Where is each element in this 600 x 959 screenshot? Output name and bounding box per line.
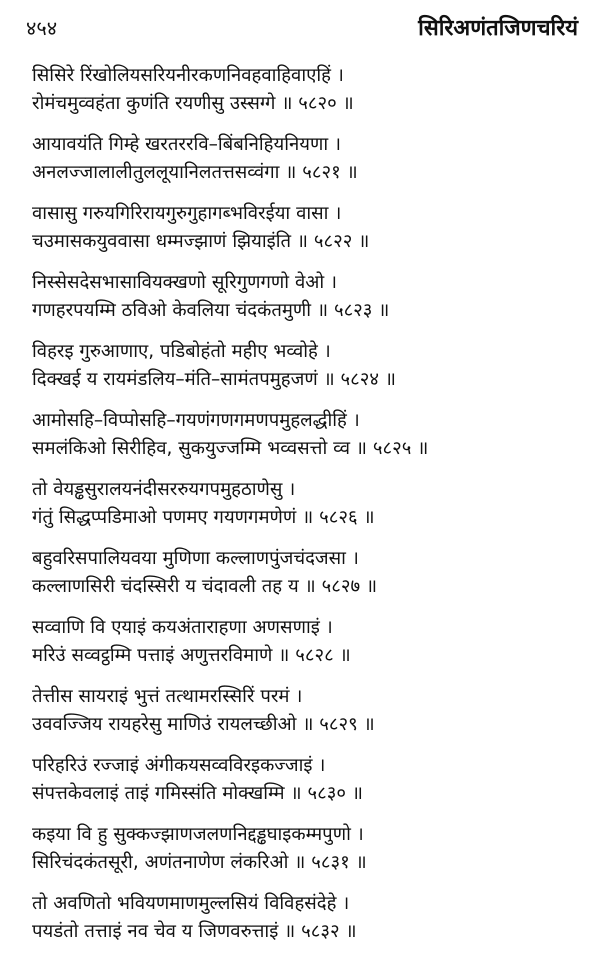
verse-list bbox=[32, 62, 592, 959]
verse-line: चउमासकयुववासा धम्मज्झाणं झियाइंति ॥ ५८२२ ॥ bbox=[32, 231, 370, 252]
verse-line: निस्सेसदेसभासावियक्खणो सूरिगुणगणो वेओ । bbox=[32, 272, 338, 293]
page-header bbox=[0, 0, 600, 50]
verse-line: आमोसहि–विप्पोसहि–गयणंगणगमणपमुहलद्धीहिं । bbox=[32, 410, 360, 431]
verse-line: वासासु गरुयगिरिरायगुरुगुहागब्भविरईया वासा । bbox=[32, 203, 342, 224]
verse-5826 bbox=[32, 476, 592, 532]
verse-5822 bbox=[32, 200, 592, 256]
verse-5824 bbox=[32, 338, 592, 394]
running-title: सिरिअणंतजिणचरियं bbox=[418, 16, 578, 41]
verse-5823 bbox=[32, 269, 592, 325]
verse-5831 bbox=[32, 821, 592, 877]
verse-line: गंतुं सिद्धप्पडिमाओ पणमए गयणगमणेणं ॥ ५८२६ ॥ bbox=[32, 507, 375, 528]
verse-line: मरिउं सव्वट्ठम्मि पत्ताइं अणुत्तरविमाणे ॥ ५८२८ ॥ bbox=[32, 645, 351, 666]
verse-line: कल्लाणसिरी चंदस्सिरी य चंदावली तह य ॥ ५८२७ ॥ bbox=[32, 576, 378, 597]
verse-line: सव्वाणि वि एयाइं कयअंताराहणा अणसणाइं । bbox=[32, 617, 333, 638]
verse-line: संपत्तकेवलाइं ताइं गमिस्संति मोक्खम्मि ॥ ५८३० ॥ bbox=[32, 783, 363, 804]
page-number: ४५४ bbox=[26, 16, 58, 40]
verse-line: कइया वि हु सुक्कज्झाणजलणनिद्दड्ढघाइकम्मपुणो । bbox=[32, 824, 364, 845]
verse-line: दिक्खई य रायमंडलिय–मंति–सामंतपमुहजणं ॥ ५८२४ ॥ bbox=[32, 369, 396, 390]
verse-5825 bbox=[32, 407, 592, 463]
verse-5829 bbox=[32, 683, 592, 739]
verse-line: बहुवरिसपालियवया मुणिणा कल्लाणपुंजचंदजसा । bbox=[32, 548, 359, 569]
verse-5827 bbox=[32, 545, 592, 601]
verse-line: आयावयंति गिम्हे खरतररवि–बिंबनिहियनियणा । bbox=[32, 134, 342, 155]
verse-line: तो अवणितो भवियणमाणमुल्लसियं विविहसंदेहे । bbox=[32, 893, 350, 914]
verse-line: विहरइ गुरुआणाए, पडिबोहंतो महीए भव्वोहे । bbox=[32, 341, 331, 362]
verse-line: परिहरिउं रज्जाइं अंगीकयसव्वविरइकज्जाइं । bbox=[32, 755, 326, 776]
verse-5828 bbox=[32, 614, 592, 670]
verse-5820 bbox=[32, 62, 592, 118]
verse-line: समलंकिओ सिरीहिव, सुकयुज्जम्मि भव्वसत्तो व्व ॥ ५८२५ ॥ bbox=[32, 438, 429, 459]
verse-line: सिरिचंदकंतसूरी, अणंतनाणेण लंकरिओ ॥ ५८३१ ॥ bbox=[32, 852, 367, 873]
verse-5821 bbox=[32, 131, 592, 187]
verse-line: गणहरपयम्मि ठविओ केवलिया चंदकंतमुणी ॥ ५८२३ ॥ bbox=[32, 300, 390, 321]
verse-line: अनलज्जालालीतुललूयानिलतत्तसव्वंगा ॥ ५८२१ ॥ bbox=[32, 162, 358, 183]
verse-line: तो वेयड्ढसुरालयनंदीसररुयगपमुहठाणेसु । bbox=[32, 479, 296, 500]
verse-5832 bbox=[32, 890, 592, 946]
verse-line: तेत्तीस सायराइं भुत्तं तत्थामरस्सिरिं परमं । bbox=[32, 686, 303, 707]
verse-line: सिसिरे रिंखोलियसरियनीरकणनिवहवाहिवाएहिं । bbox=[32, 65, 344, 86]
verse-line: रोमंचमुव्वहंता कुणंति रयणीसु उस्सग्गे ॥ ५८२० ॥ bbox=[32, 93, 354, 114]
verse-line: पयडंतो तत्ताइं नव चेव य जिणवरुत्ताइं ॥ ५८३२ ॥ bbox=[32, 921, 357, 942]
verse-5830 bbox=[32, 752, 592, 808]
verse-line: उववज्जिय रायहरेसु माणिउं रायलच्छीओ ॥ ५८२९ ॥ bbox=[32, 714, 375, 735]
